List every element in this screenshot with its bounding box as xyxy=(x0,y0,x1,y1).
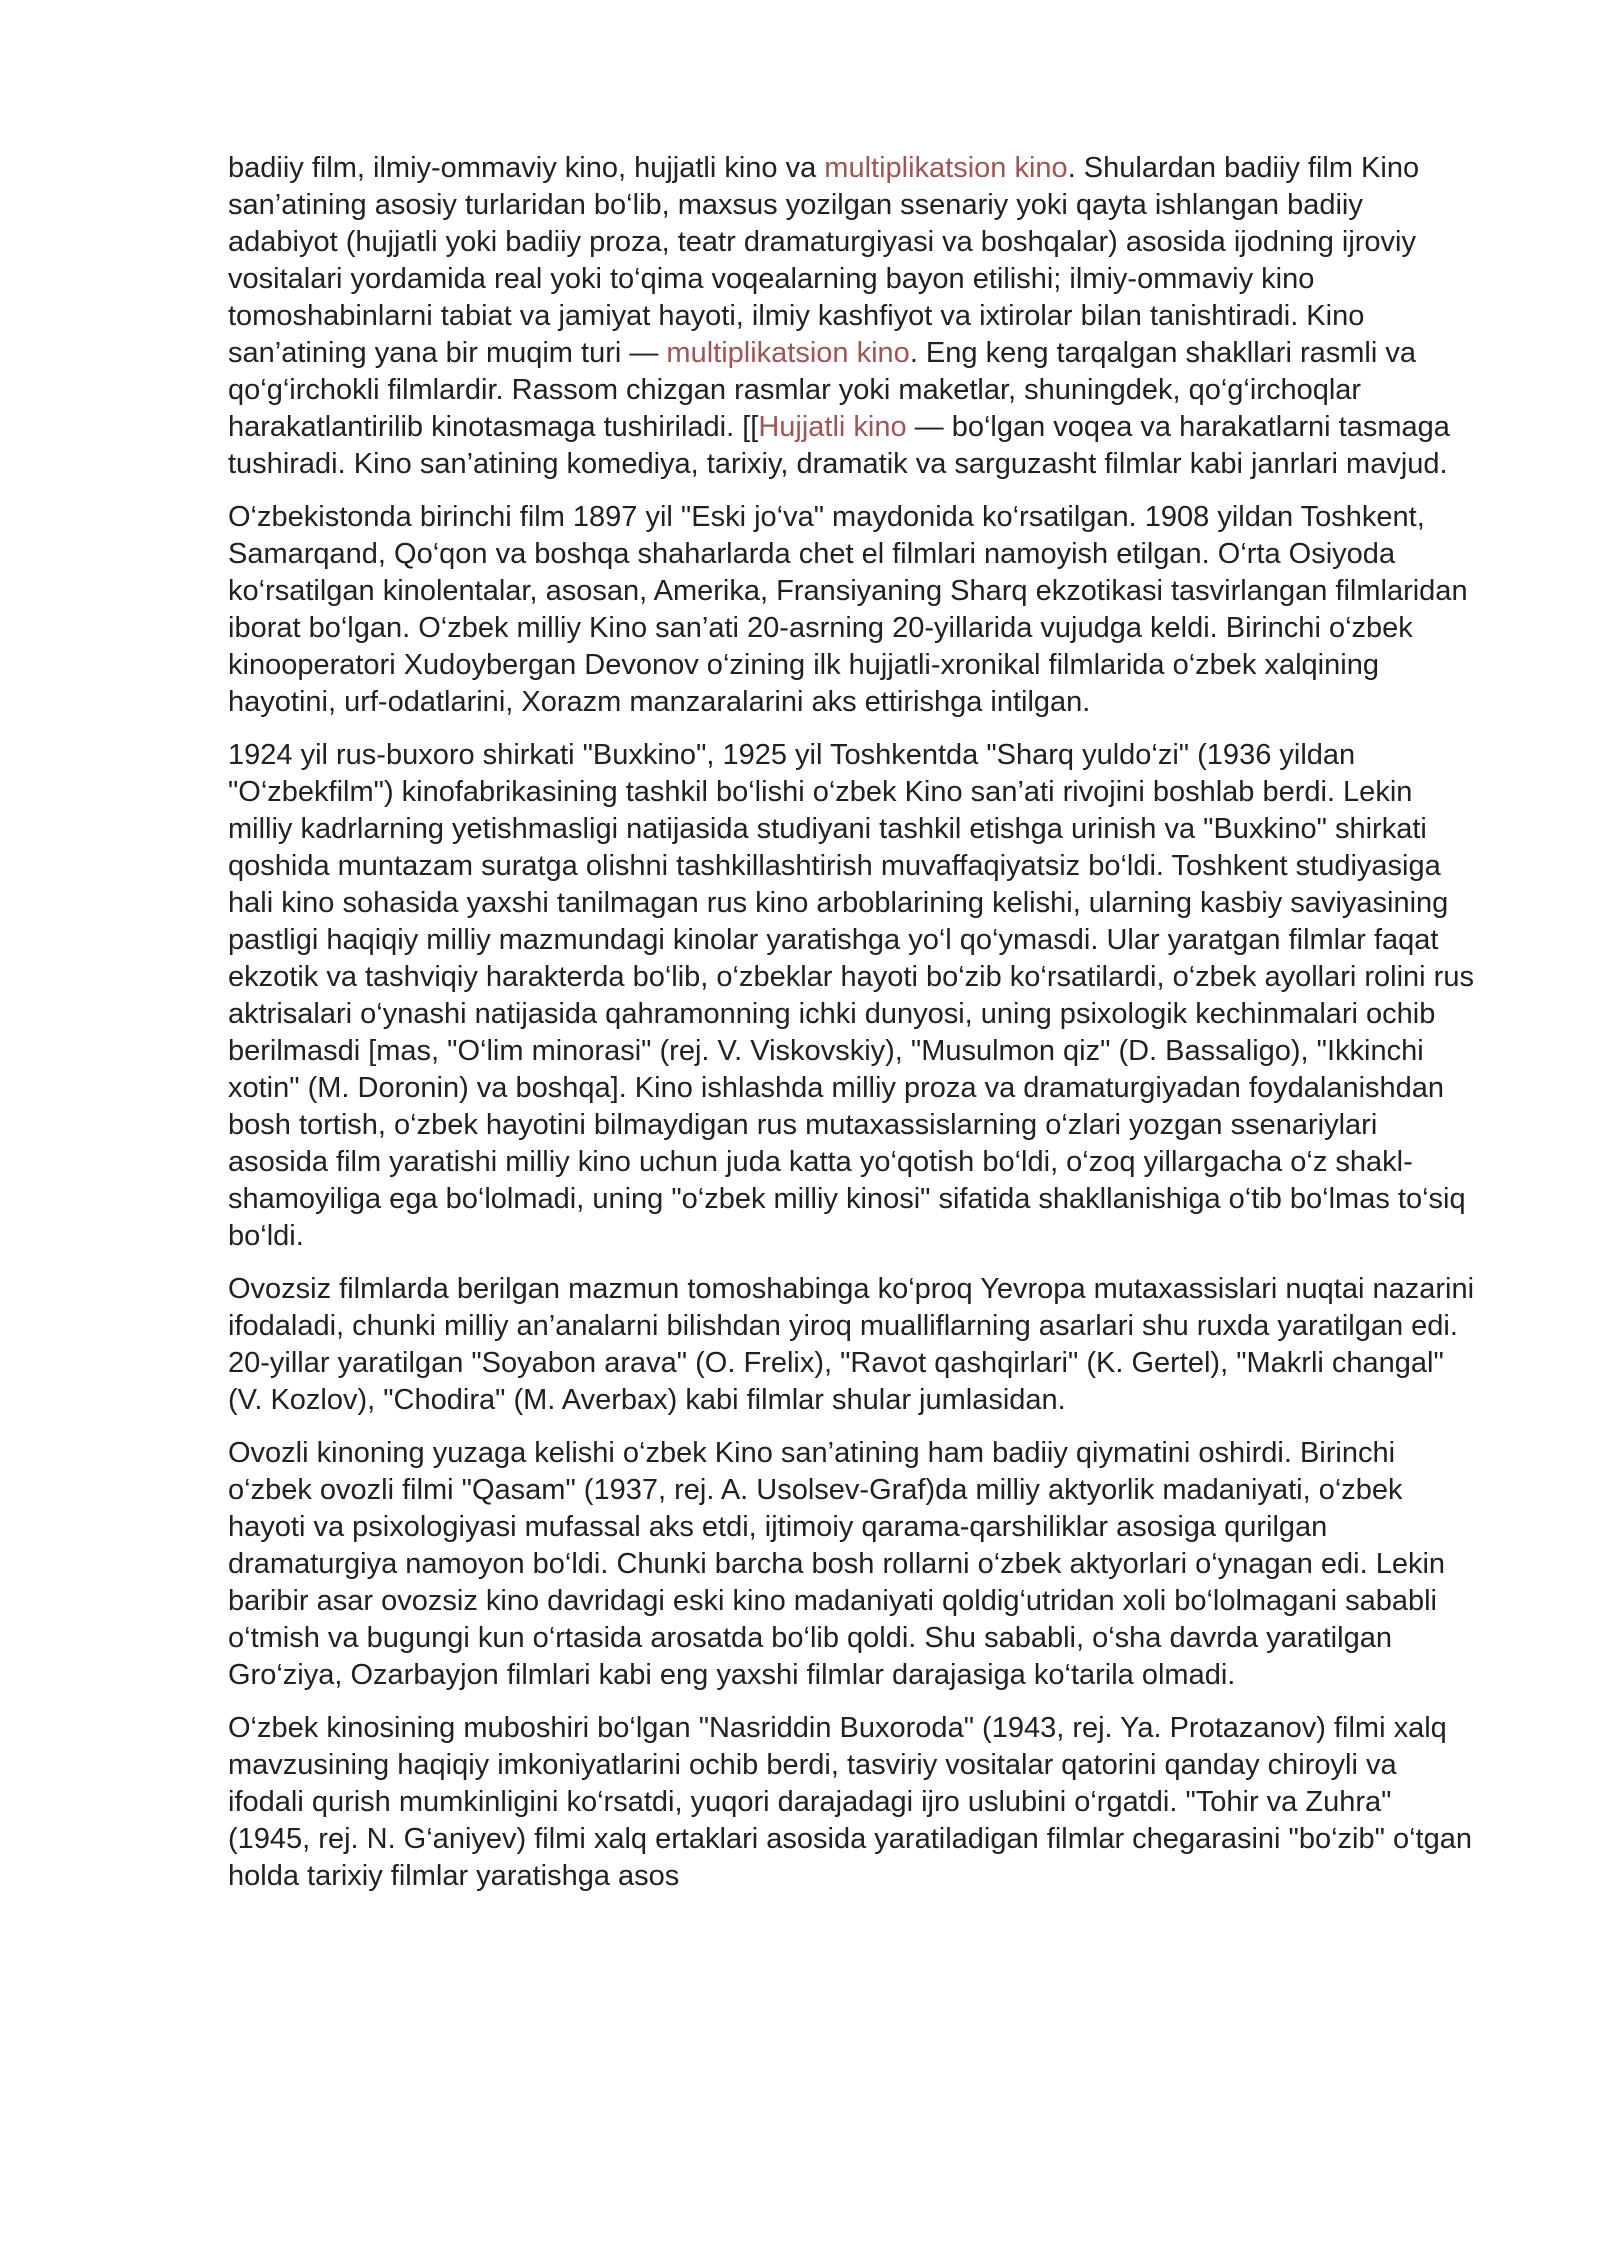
document-page xyxy=(228,150,1478,1911)
paragraph-1 xyxy=(228,150,1478,483)
link-hujjatli-kino[interactable]: Hujjatli kino xyxy=(758,411,907,443)
text-span: Ovozsiz filmlarda berilgan mazmun tomoshabinga ko‘proq Yevropa mutaxassislari nuqtai nazarini ifodaladi, chunki milliy an’analarni bilishdan yiroq mualliflarning asarlari shu ruxda yaratilgan edi. 20-yillar yaratilgan "Soyabon arava" (O. Frelix), "Ravot qashqirlari" (K. Gertel), "Makrli changal" (V. Kozlov), "Chodira" (M. Averbax) kabi filmlar shular jumlasidan. xyxy=(228,1273,1475,1416)
paragraph-4 xyxy=(228,1271,1478,1419)
text-span: O‘zbekistonda birinchi film 1897 yil "Eski jo‘va" maydonida ko‘rsatilgan. 1908 yildan Toshkent, Samarqand, Qo‘qon va boshqa shaharlarda chet el filmlari namoyish etilgan. O‘rta Osiyoda ko‘rsatilgan kinolentalar, asosan, Amerika, Fransiyaning Sharq ekzotikasi tasvirlangan filmlaridan iborat bo‘lgan. O‘zbek milliy Kino san’ati 20-asrning 20-yillarida vujudga keldi. Birinchi o‘zbek kinooperatori Xudoybergan Devonov o‘zining ilk hujjatli-xronikal filmlarida o‘zbek xalqining hayotini, urf-odatlarini, Xorazm manzaralarini aks ettirishga intilgan. xyxy=(228,501,1468,718)
paragraph-5 xyxy=(228,1435,1478,1694)
paragraph-2 xyxy=(228,499,1478,721)
paragraph-3 xyxy=(228,737,1478,1255)
link-multiplikatsion-kino[interactable]: multiplikatsion kino xyxy=(824,152,1068,184)
text-span: . Shulardan badiiy film Kino san’atining asosiy turlaridan bo‘lib, maxsus yozilgan ssenariy yoki qayta ishlangan badiiy adabiyot (hujjatli yoki badiiy proza, teatr dramaturgiyasi va boshqalar) asosida ijodning ijroviy vositalari yordamida real yoki to‘qima voqealarning bayon etilishi; ilmiy-ommaviy kino tomoshabinlarni tabiat va jamiyat hayoti, ilmiy kashfiyot va ixtirolar bilan tanishtiradi. Kino san’atining yana bir muqim turi — xyxy=(228,152,1420,369)
paragraph-6 xyxy=(228,1710,1478,1895)
text-span: Ovozli kinoning yuzaga kelishi o‘zbek Kino san’atining ham badiiy qiymatini oshirdi. Birinchi o‘zbek ovozli filmi "Qasam" (1937, rej. A. Usolsev-Graf)da milliy aktyorlik madaniyati, o‘zbek hayoti va psixologiyasi mufassal aks etdi, ijtimoiy qarama-qarshiliklar asosiga qurilgan dramaturgiya namoyon bo‘ldi. Chunki barcha bosh rollarni o‘zbek aktyorlari o‘ynagan edi. Lekin baribir asar ovozsiz kino davridagi eski kino madaniyati qoldig‘utridan xoli bo‘lolmagani sababli o‘tmish va bugungi kun o‘rtasida arosatda bo‘lib qoldi. Shu sababli, o‘sha davrda yaratilgan Gro‘ziya, Ozarbayjon filmlari kabi eng yaxshi filmlar darajasiga ko‘tarila olmadi. xyxy=(228,1437,1446,1691)
text-span: — bo‘lgan voqea va harakatlarni tasmaga tushiradi. Kino san’atining komediya, tarixiy, dramatik va sarguzasht filmlar kabi janrlari mavjud. xyxy=(228,411,1450,480)
text-span: O‘zbek kinosining muboshiri bo‘lgan "Nasriddin Buxoroda" (1943, rej. Ya. Protazanov) filmi xalq mavzusining haqiqiy imkoniyatlarini ochib berdi, tasviriy vositalar qatorini qanday chiroyli va ifodali qurish mumkinligini ko‘rsatdi, yuqori darajadagi ijro uslubini o‘rgatdi. "Tohir va Zuhra" (1945, rej. N. G‘aniyev) filmi xalq ertaklari asosida yaratiladigan filmlar chegarasini "bo‘zib" o‘tgan holda tarixiy filmlar yaratishga asos xyxy=(228,1712,1472,1892)
text-span: badiiy film, ilmiy-ommaviy kino, hujjatli kino va xyxy=(228,152,825,184)
link-multiplikatsion-kino[interactable]: multiplikatsion kino xyxy=(666,337,910,369)
text-span: 1924 yil rus-buxoro shirkati "Buxkino", 1925 yil Toshkentda "Sharq yuldo‘zi" (1936 yildan "O‘zbekfilm") kinofabrikasining tashkil bo‘lishi o‘zbek Kino san’ati rivojini boshlab berdi. Lekin milliy kadrlarning yetishmasligi natijasida studiyani tashkil etishga urinish va "Buxkino" shirkati qoshida muntazam suratga olishni tashkillashtirish muvaffaqiyatsiz bo‘ldi. Toshkent studiyasiga hali kino sohasida yaxshi tanilmagan rus kino arboblarining kelishi, ularning kasbiy saviyasining pastligi haqiqiy milliy mazmundagi kinolar yaratishga yo‘l qo‘ymasdi. Ular yaratgan filmlar faqat ekzotik va tashviqiy harakterda bo‘lib, o‘zbeklar hayoti bo‘zib ko‘rsatilardi, o‘zbek ayollari rolini rus aktrisalari o‘ynashi natijasida qahramonning ichki dunyosi, uning psixologik kechinmalari ochib berilmasdi [mas, "O‘lim minorasi" (rej. V. Viskovskiy), "Musulmon qiz" (D. Bassaligo), "Ikkinchi xotin" (M. Doronin) va boshqa]. Kino ishlashda milliy proza va dramaturgiyadan foydalanishdan bosh tortish, o‘zbek hayotini bilmaydigan rus mutaxassislarning o‘zlari yozgan ssenariylari asosida film yaratishi milliy kino uchun juda katta yo‘qotish bo‘ldi, o‘zoq yillargacha o‘z shakl-shamoyiliga ega bo‘lolmadi, uning "o‘zbek milliy kinosi" sifatida shakllanishiga o‘tib bo‘lmas to‘siq bo‘ldi. xyxy=(228,739,1474,1252)
text-span: . Eng keng tarqalgan shakllari rasmli va qo‘g‘irchokli filmlardir. Rassom chizgan rasmlar yoki maketlar, shuningdek, qo‘g‘irchoqlar harakatlantirilib kinotasmaga tushiriladi. [[ xyxy=(228,337,1416,443)
